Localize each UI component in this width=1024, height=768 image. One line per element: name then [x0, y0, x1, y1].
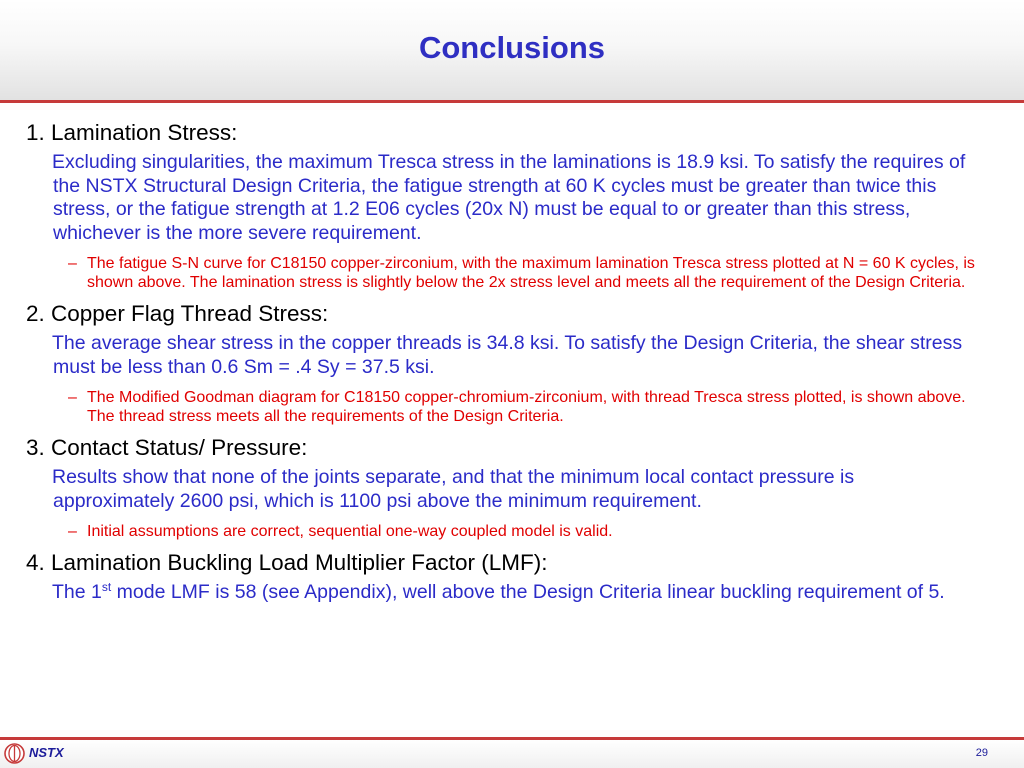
section-contact-status-pressure	[0, 434, 1024, 541]
footer-logo-text: NSTX	[29, 745, 64, 760]
bullet-dash: –	[68, 523, 77, 540]
section-note	[68, 388, 984, 426]
nstx-logo-icon	[4, 743, 25, 764]
section-body: Results show that none of the joints separate, and that the minimum local contact pressure is approximately 2600 psi, which is 1100 psi above the minimum requirement.	[52, 466, 855, 512]
section-copper-flag-thread-stress	[0, 300, 1024, 426]
section-heading: 2. Copper Flag Thread Stress:	[26, 301, 329, 326]
section-note	[68, 522, 984, 541]
bullet-dash: –	[68, 389, 77, 406]
section-lamination-buckling	[0, 549, 1024, 605]
ordinal-superscript: st	[101, 580, 112, 594]
slide-header	[0, 0, 1024, 100]
section-lamination-stress	[0, 119, 1024, 292]
note-text: The Modified Goodman diagram for C18150 copper-chromium-zirconium, with thread Tresca stress plotted, is shown above. The thread stress meets all the requirements of the Design Criteria.	[87, 389, 966, 425]
header-divider	[0, 100, 1024, 103]
body-text-end: mode LMF is 58 (see Appendix), well above the Design Criteria linear buckling requirement of 5.	[111, 581, 945, 603]
section-heading: 1. Lamination Stress:	[26, 120, 238, 145]
slide-content	[0, 119, 1024, 605]
note-text: The fatigue S-N curve for C18150 copper-zirconium, with the maximum lamination Tresca stress plotted at N = 60 K cycles, is shown above. The lamination stress is slightly below the 2x stress level and meets all the requirement of the Design Criteria.	[87, 255, 975, 291]
note-text: Initial assumptions are correct, sequential one-way coupled model is valid.	[87, 523, 613, 540]
section-body: Excluding singularities, the maximum Tresca stress in the laminations is 18.9 ksi. To satisfy the requires of the NSTX Structural Design Criteria, the fatigue strength at 60 K cycles must be greater than twice this stress, or the fatigue strength at 1.2 E06 cycles (20x N) must be equal to or greater than this stress, whichever is the more severe requirement.	[52, 151, 966, 244]
section-body: The average shear stress in the copper threads is 34.8 ksi. To satisfy the Design Criteria, the shear stress must be less than 0.6 Sm = .4 Sy = 37.5 ksi.	[52, 332, 963, 378]
bullet-dash: –	[68, 255, 77, 272]
section-body	[53, 581, 974, 605]
body-text-start: The 1	[52, 581, 102, 603]
section-note	[68, 254, 984, 292]
section-heading: 3. Contact Status/ Pressure:	[26, 435, 308, 460]
page-number: 29	[975, 747, 988, 759]
slide-title: Conclusions	[418, 30, 605, 65]
section-heading: 4. Lamination Buckling Load Multiplier Factor (LMF):	[26, 550, 548, 575]
slide-footer	[0, 740, 1024, 768]
